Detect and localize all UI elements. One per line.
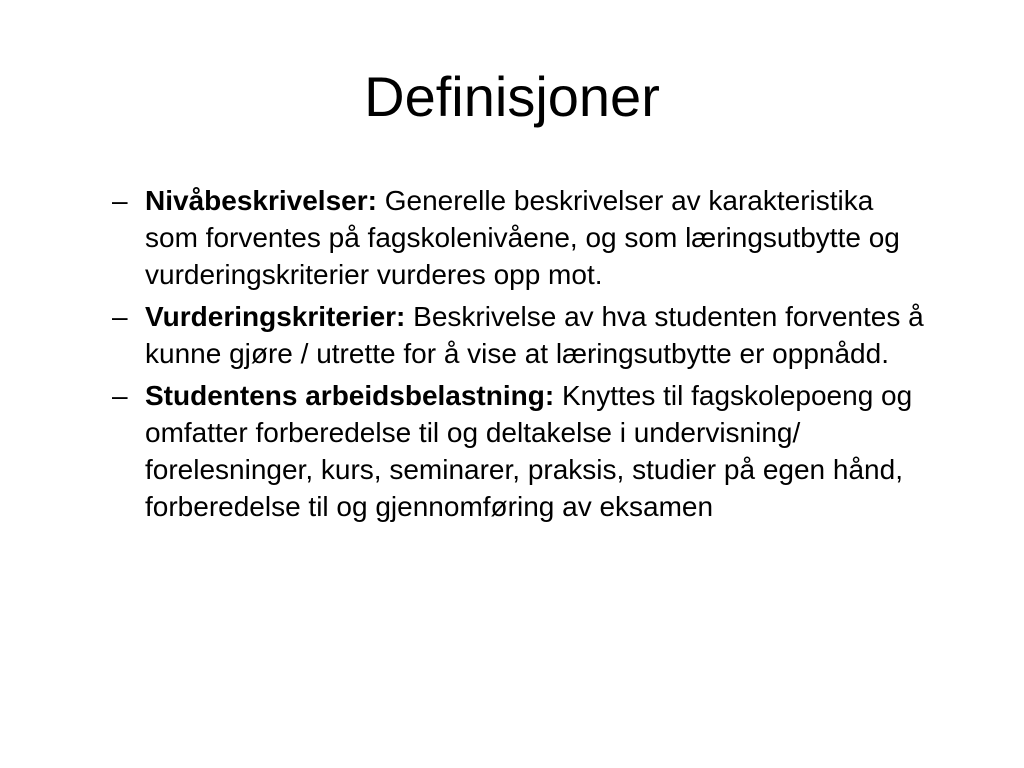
definition-term: Nivåbeskrivelser: [145, 185, 377, 216]
dash-bullet-icon: – [112, 185, 128, 216]
dash-bullet-icon: – [112, 301, 128, 332]
list-item [112, 182, 932, 293]
definition-term: Studentens arbeidsbelastning: [145, 380, 555, 411]
list-item [112, 298, 932, 372]
slide-title: Definisjoner [364, 65, 660, 128]
dash-bullet-icon: – [112, 380, 128, 411]
definition-list [112, 182, 932, 530]
definition-text: Generelle beskrivelser av karakteristika som forventes på fagskolenivåene, og som læringsutbytte og vurderingskriterier vurderes opp mot. [145, 185, 900, 290]
definition-text: Knyttes til fagskolepoeng og omfatter forberedelse til og deltakelse i undervisning/ forelesninger, kurs, seminarer, praksis, studier på egen hånd, forberedelse til og gjennomføring av eksamen [145, 380, 913, 522]
definition-term: Vurderingskriterier: [145, 301, 406, 332]
list-item [112, 377, 932, 525]
definition-text: Beskrivelse av hva studenten forventes å kunne gjøre / utrette for å vise at læringsutbytte er oppnådd. [145, 301, 924, 369]
